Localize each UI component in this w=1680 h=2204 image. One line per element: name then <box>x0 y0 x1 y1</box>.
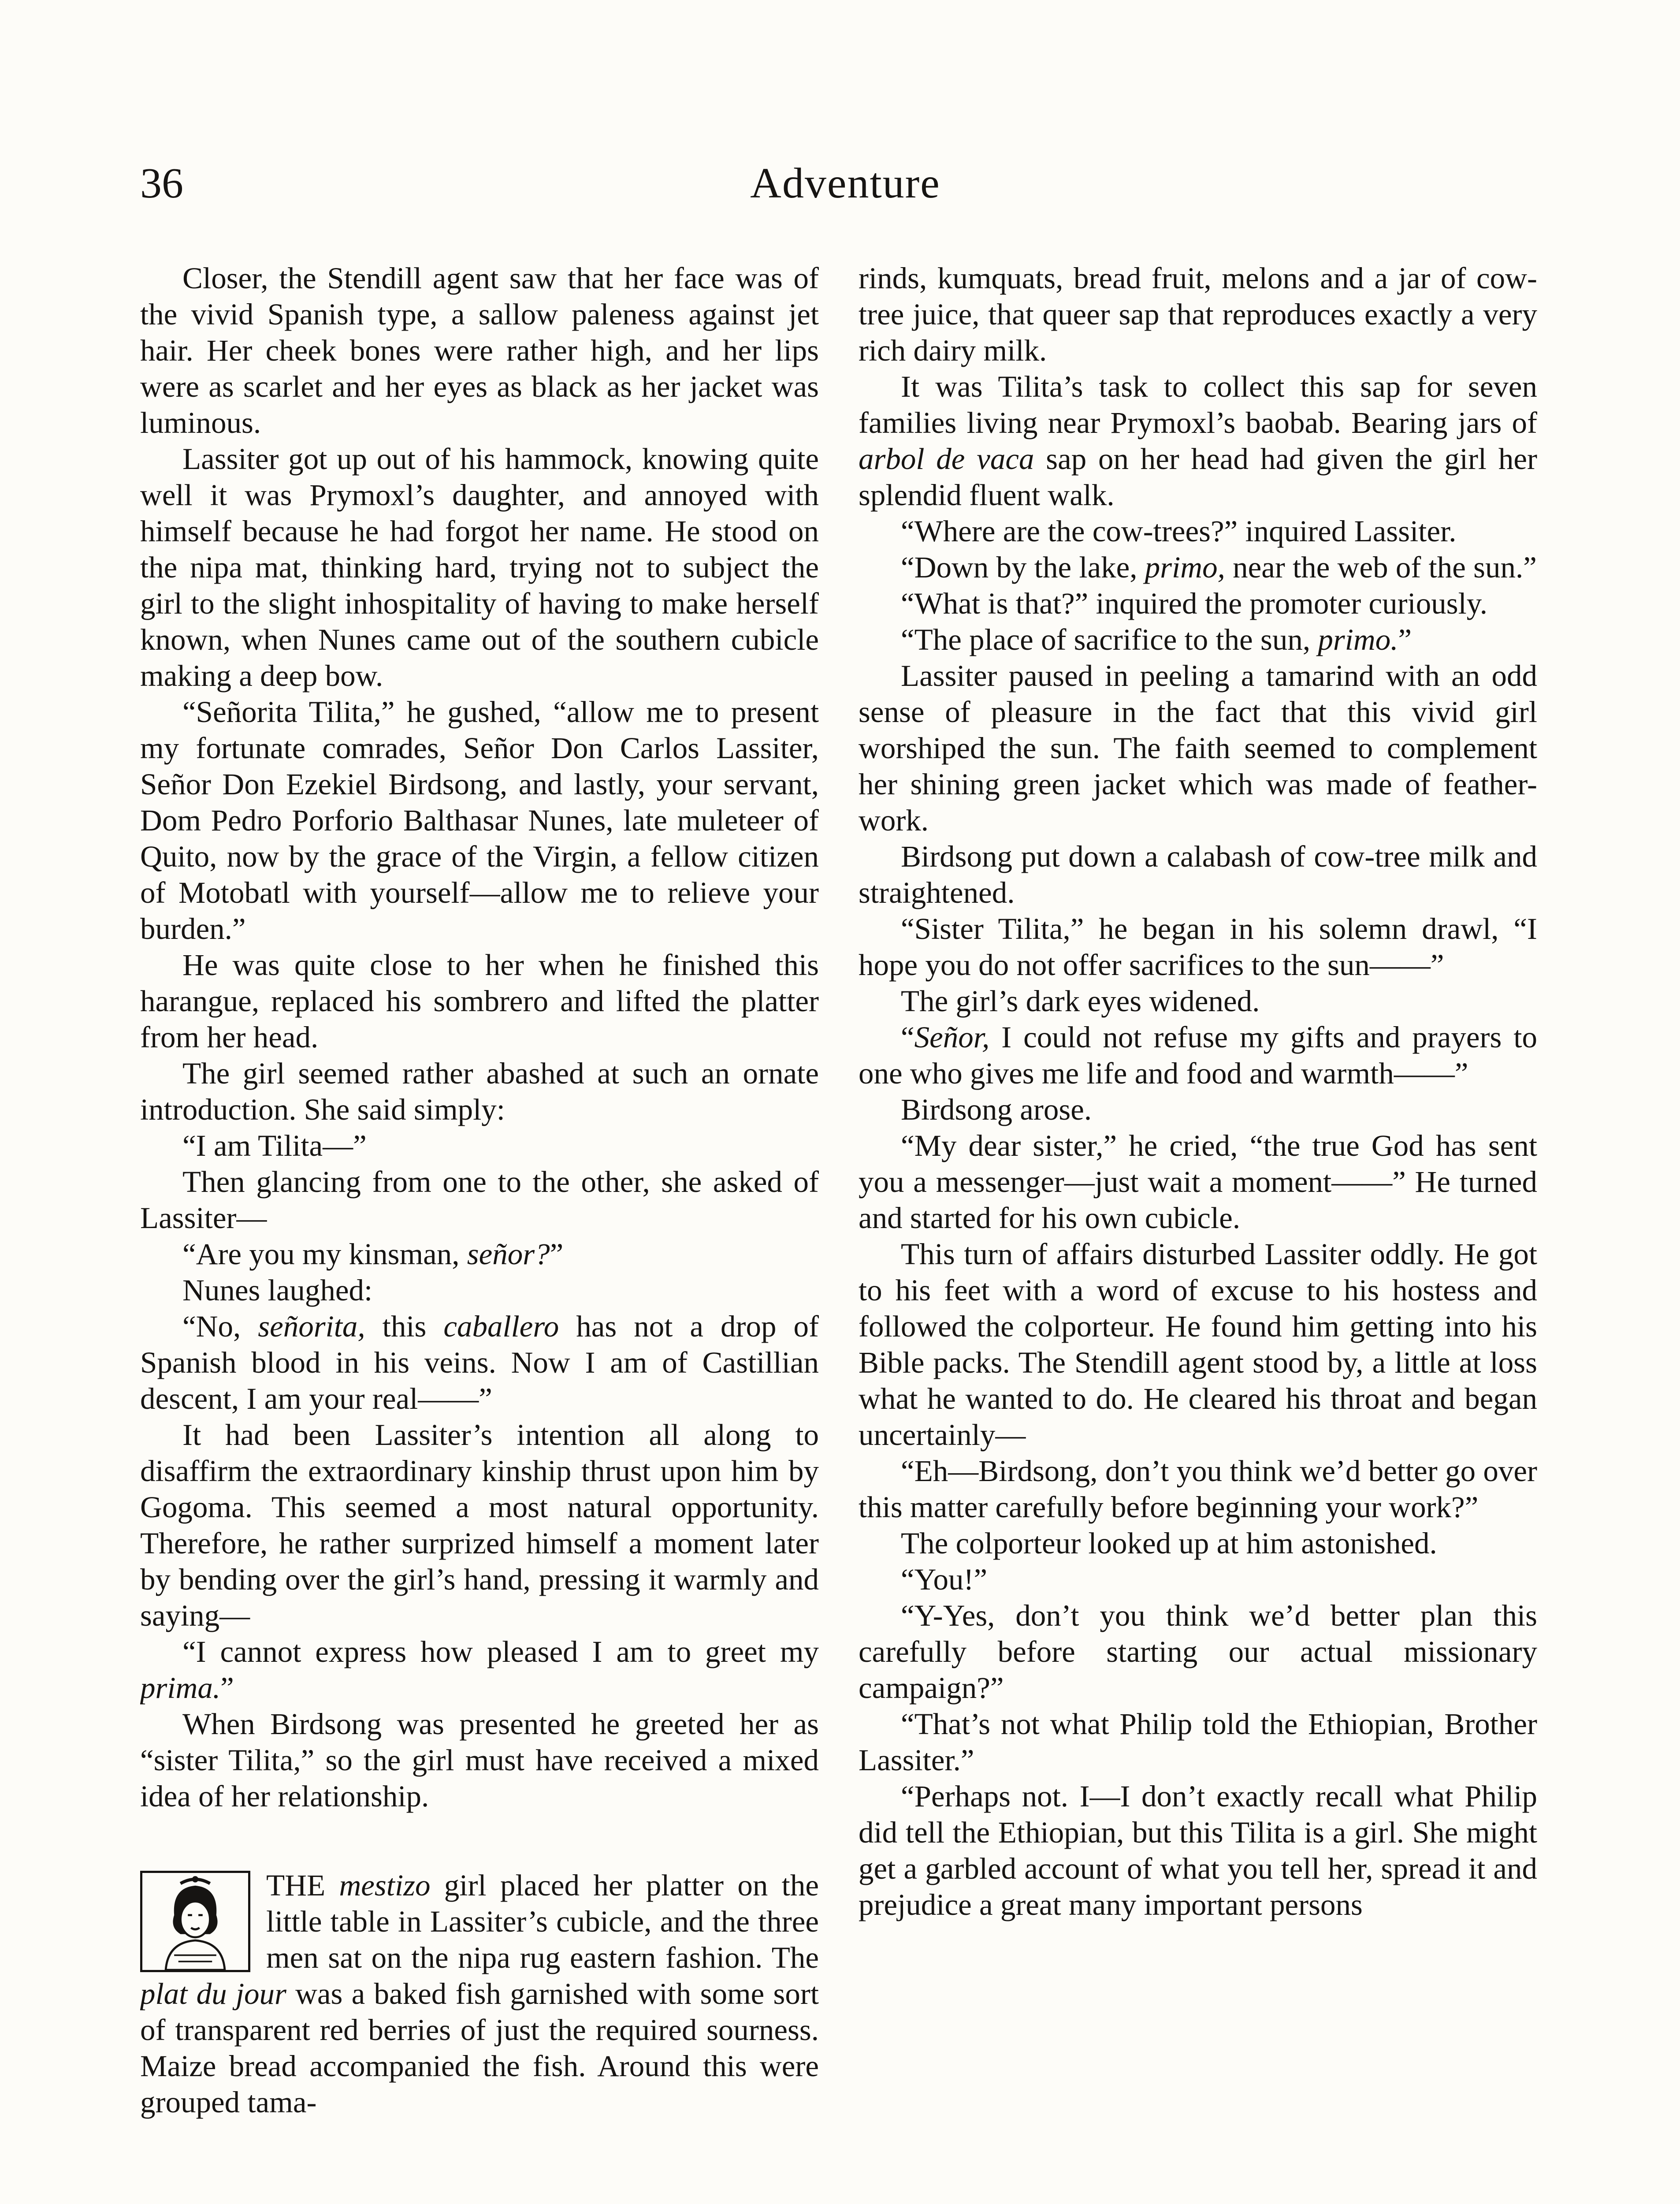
text-run: “Down by the lake, <box>901 551 1145 584</box>
paragraph <box>140 1236 819 1272</box>
paragraph <box>140 1634 819 1706</box>
paragraph: “Where are the cow-trees?” inquired Lassiter. <box>901 514 1457 548</box>
paragraph <box>859 369 1537 513</box>
text-run: has not a drop of Spanish blood in his veins. Now I am of Castillian descent, I am your real——” <box>140 1310 819 1415</box>
paragraph: Birdsong arose. <box>901 1093 1092 1126</box>
italic-run: arbol de vaca <box>859 442 1034 476</box>
page-number: 36 <box>140 160 183 207</box>
paragraph: “My dear sister,” he cried, “the true God has sent you a messenger—just wait a moment——” He turned and started for his own cubicle. <box>859 1129 1537 1235</box>
paragraph: Then glancing from one to the other, she asked of Lassiter— <box>140 1165 819 1235</box>
text-run: ” <box>220 1671 234 1705</box>
paragraph <box>140 1308 819 1417</box>
paragraph: “I am Tilita—” <box>182 1129 367 1162</box>
text-run: “No, <box>182 1310 258 1343</box>
text-run: “I cannot express how pleased I am to greet my <box>182 1635 819 1668</box>
text-run: this <box>365 1310 444 1343</box>
page-title: Adventure <box>750 160 940 207</box>
italic-run: plat du jour <box>140 1977 286 2010</box>
text-run: ” <box>1398 623 1412 656</box>
paragraph: “That’s not what Philip told the Ethiopian, Brother Lassiter.” <box>859 1707 1537 1777</box>
paragraph: “Y-Yes, don’t you think we’d better plan this carefully before starting our actual missionary campaign?” <box>859 1599 1537 1705</box>
text-run: “Are you my kinsman, <box>182 1237 467 1271</box>
italic-run: prima. <box>140 1671 221 1705</box>
text-run: girl placed her platter on the little table in Lassiter’s cubicle, and the three men sat on the nipa rug eastern fashion. The <box>266 1869 819 1974</box>
text-run: I could not refuse my gifts and prayers to one who gives me life and food and warmth——” <box>859 1020 1537 1090</box>
text-run: “The place of sacrifice to the sun, <box>901 623 1318 656</box>
paragraph: It had been Lassiter’s intention all along to disaffirm the extraordinary kinship thrust upon him by Gogoma. This seemed a most natural opportunity. Therefore, he rather surprized himself a moment later by bending over the girl’s hand, pressing it warmly and saying— <box>140 1418 819 1632</box>
italic-run: mestizo <box>339 1869 431 1902</box>
italic-run: primo, <box>1145 551 1225 584</box>
paragraph: When Birdsong was presented he greeted her as “sister Tilita,” so the girl must have received a mixed idea of her relationship. <box>140 1707 819 1813</box>
paragraph: rinds, kumquats, bread fruit, melons and a jar of cow-tree juice, that queer sap that reproduces exactly a very rich dairy milk. <box>859 261 1537 367</box>
right-column <box>859 260 1537 2204</box>
text-run: “ <box>901 1020 914 1054</box>
italic-run: caballero <box>443 1310 559 1343</box>
italic-run: primo. <box>1318 623 1398 656</box>
paragraph: This turn of affairs disturbed Lassiter oddly. He got to his feet with a word of excuse to his hostess and followed the colporteur. He found him getting into his Bible packs. The Stendill agent stood by, a little at loss what he wanted to do. He cleared his throat and began uncertainly— <box>859 1237 1537 1452</box>
paragraph: Lassiter paused in peeling a tamarind with an odd sense of pleasure in the fact that this vivid girl worshiped the sun. The faith seemed to complement her shining green jacket which was made of feather-work. <box>859 659 1537 837</box>
paragraph: The girl’s dark eyes widened. <box>901 984 1260 1018</box>
paragraph <box>859 622 1537 658</box>
woman-portrait-drawing <box>142 1873 248 1970</box>
paragraph <box>859 549 1537 585</box>
paragraph: “Señorita Tilita,” he gushed, “allow me to present my fortunate comrades, Señor Don Carlos Lassiter, Señor Don Ezekiel Birdsong, and lastly, your servant, Dom Pedro Porforio Balthasar Nunes, late muleteer of Quito, now by the grace of the Virgin, a fellow citizen of Motobatl with yourself—allow me to relieve your burden.” <box>140 695 819 946</box>
running-head <box>140 159 1550 225</box>
section-break <box>140 1814 819 1867</box>
text-run: ” <box>550 1237 564 1271</box>
paragraph: The colporteur looked up at him astonished. <box>901 1526 1437 1560</box>
paragraph: Birdsong put down a calabash of cow-tree milk and straightened. <box>859 840 1537 909</box>
paragraph: “Sister Tilita,” he began in his solemn drawl, “I hope you do not offer sacrifices to the sun——” <box>859 912 1537 982</box>
left-column <box>140 260 819 2204</box>
woman-portrait-icon <box>140 1871 250 1972</box>
section-opening-paragraph <box>140 1867 819 2120</box>
paragraph: “You!” <box>901 1563 988 1596</box>
paragraph: Closer, the Stendill agent saw that her face was of the vivid Spanish type, a sallow paleness against jet hair. Her cheek bones were rather high, and her lips were as scarlet and her eyes as black as her jacket was luminous. <box>140 261 819 439</box>
paragraph: He was quite close to her when he finished this harangue, replaced his sombrero and lifted the platter from her head. <box>140 948 819 1054</box>
text-run: THE <box>266 1869 339 1902</box>
text-run: was a baked fish garnished with some sort of transparent red berries of just the required sourness. Maize bread accompanied the fish. Around this were grouped tama- <box>140 1977 819 2119</box>
text-run: It was Tilita’s task to collect this sap for seven families living near Prymoxl’s baobab. Bearing jars of <box>859 370 1537 439</box>
paragraph: Lassiter got up out of his hammock, knowing quite well it was Prymoxl’s daughter, and annoyed with himself because he had forgot her name. He stood on the nipa mat, thinking hard, trying not to subject the girl to the slight inhospitality of having to make herself known, when Nunes came out of the southern cubicle making a deep bow. <box>140 442 819 692</box>
italic-run: señorita, <box>258 1310 365 1343</box>
paragraph: Nunes laughed: <box>182 1273 373 1307</box>
text-run: near the web of the sun.” <box>1225 551 1537 584</box>
italic-run: señor? <box>467 1237 550 1271</box>
italic-run: Señor, <box>914 1020 990 1054</box>
paragraph: “Eh—Birdsong, don’t you think we’d better go over this matter carefully before beginning your work?” <box>859 1454 1537 1524</box>
paragraph <box>859 1019 1537 1091</box>
paragraph: The girl seemed rather abashed at such an ornate introduction. She said simply: <box>140 1057 819 1126</box>
paragraph: “What is that?” inquired the promoter curiously. <box>901 587 1488 620</box>
paragraph: “Perhaps not. I—I don’t exactly recall what Philip did tell the Ethiopian, but this Tilita is a girl. She might get a garbled account of what you tell her, spread it and prejudice a great many important persons <box>859 1780 1537 1921</box>
text-run: sap on her head had given the girl her splendid fluent walk. <box>859 442 1537 512</box>
